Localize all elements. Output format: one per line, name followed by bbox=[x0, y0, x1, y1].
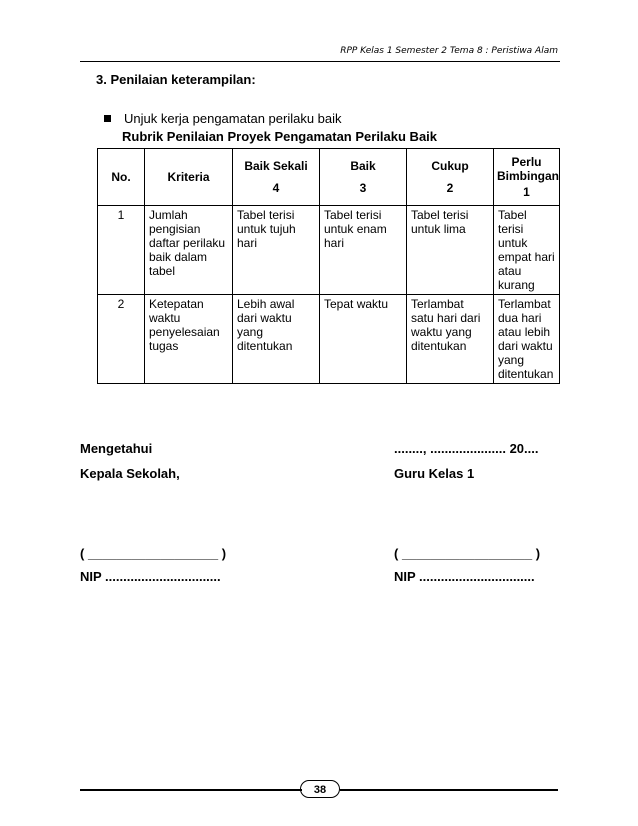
bullet-item bbox=[104, 111, 342, 126]
header-baik-sekali: Baik Sekali 4 bbox=[233, 149, 320, 206]
page-number: 38 bbox=[300, 780, 340, 798]
signature-right-date: ........, ..................... 20.... bbox=[394, 441, 539, 456]
table-cell: Terlambat satu hari dari waktu yang ditentukan bbox=[407, 295, 494, 384]
header-no: No. bbox=[98, 149, 145, 206]
bullet-text: Unjuk kerja pengamatan perilaku baik bbox=[124, 111, 342, 126]
header-divider bbox=[80, 61, 560, 62]
footer-divider-right bbox=[340, 789, 558, 791]
signature-right-name: ( __________________ ) bbox=[394, 546, 541, 561]
signature-left-label: Mengetahui bbox=[80, 441, 153, 456]
table-cell: Lebih awal dari waktu yang ditentukan bbox=[233, 295, 320, 384]
rubric-table bbox=[97, 148, 560, 384]
footer-divider-left bbox=[80, 789, 302, 791]
rubric-title: Rubrik Penilaian Proyek Pengamatan Perilaku Baik bbox=[122, 129, 438, 144]
signature-right-nip: NIP ................................ bbox=[394, 569, 535, 584]
section-title: 3. Penilaian keterampilan: bbox=[96, 72, 256, 87]
signature-left-role: Kepala Sekolah, bbox=[80, 466, 180, 481]
table-cell: Tabel terisi untuk lima bbox=[407, 206, 494, 295]
header-baik: Baik 3 bbox=[320, 149, 407, 206]
table-cell: Tabel terisi untuk enam hari bbox=[320, 206, 407, 295]
table-cell: 2 bbox=[98, 295, 145, 384]
table-cell: Ketepatan waktu penyelesaian tugas bbox=[145, 295, 233, 384]
table-cell: 1 bbox=[98, 206, 145, 295]
table-cell: Tabel terisi untuk tujuh hari bbox=[233, 206, 320, 295]
bullet-square-icon bbox=[104, 115, 111, 122]
header-kriteria: Kriteria bbox=[145, 149, 233, 206]
table-row bbox=[98, 295, 560, 384]
header-cukup: Cukup 2 bbox=[407, 149, 494, 206]
signature-left-name: ( __________________ ) bbox=[80, 546, 227, 561]
signature-left-nip: NIP ................................ bbox=[80, 569, 221, 584]
header-perlu-bimbingan: Perlu Bimbingan 1 bbox=[494, 149, 560, 206]
table-cell: Terlambat dua hari atau lebih dari waktu yang ditentukan bbox=[494, 295, 560, 384]
table-cell: Tepat waktu bbox=[320, 295, 407, 384]
signature-right-role: Guru Kelas 1 bbox=[394, 466, 475, 481]
table-cell: Tabel terisi untuk empat hari atau kurang bbox=[494, 206, 560, 295]
table-cell: Jumlah pengisian daftar perilaku baik dalam tabel bbox=[145, 206, 233, 295]
table-row bbox=[98, 206, 560, 295]
page-header: RPP Kelas 1 Semester 2 Tema 8 : Peristiwa Alam bbox=[340, 46, 558, 56]
table-header-row bbox=[98, 149, 560, 206]
